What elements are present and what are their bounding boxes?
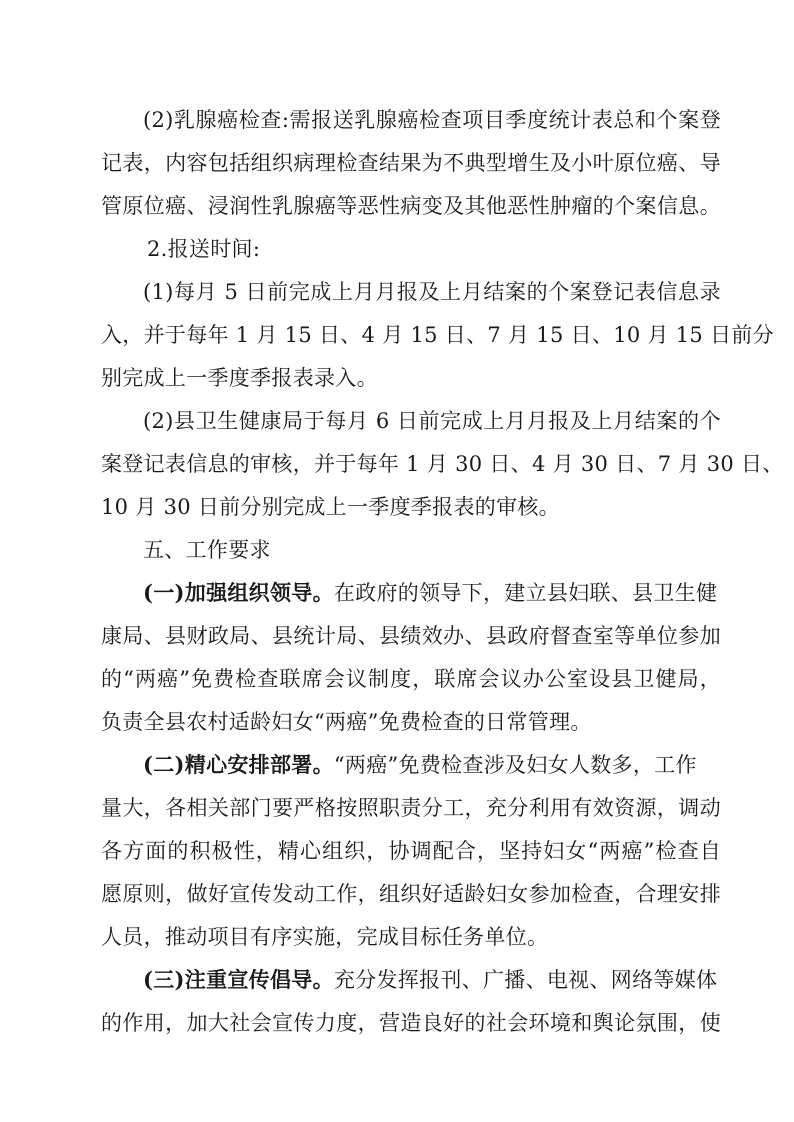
text-line: 的作用，加大社会宣传力度，营造良好的社会环境和舆论氛围，使 xyxy=(101,1011,721,1035)
text-span: 在政府的领导下，建立县妇联、县卫生健 xyxy=(333,581,718,605)
section-heading: 五、工作要求 xyxy=(143,538,271,562)
text-line: 10 月 30 日前分别完成上一季度季报表的审核。 xyxy=(101,495,560,519)
text-line: (2)乳腺癌检查:需报送乳腺癌检查项目季度统计表总和个案登 xyxy=(143,108,721,132)
text-line: 量大，各相关部门要严格按照职责分工，充分利用有效资源，调动 xyxy=(101,796,721,820)
text-line: (1)每月 5 日前完成上月月报及上月结案的个案登记表信息录 xyxy=(143,280,721,304)
text-line: 案登记表信息的审核，并于每年 1 月 30 日、4 月 30 日、7 月 30 日、 xyxy=(101,452,784,476)
text-span: “两癌”免费检查涉及妇女人数多，工作 xyxy=(333,753,697,777)
text-line: (2)县卫生健康局于每月 6 日前完成上月月报及上月结案的个 xyxy=(143,409,721,433)
paragraph-first-line xyxy=(143,573,721,613)
text-line: 管原位癌、浸润性乳腺癌等恶性病变及其他恶性肿瘤的个案信息。 xyxy=(101,194,721,218)
paragraph-first-line xyxy=(143,745,721,785)
text-line: 记表，内容包括组织病理检查结果为不典型增生及小叶原位癌、导 xyxy=(101,151,721,175)
subsection-title: (一)加强组织领导。 xyxy=(143,580,334,605)
section-subheading: 2.报送时间: xyxy=(147,237,261,261)
text-line: 康局、县财政局、县统计局、县绩效办、县政府督查室等单位参加 xyxy=(101,624,721,648)
text-line: 入，并于每年 1 月 15 日、4 月 15 日、7 月 15 日、10 月 15 日前分 xyxy=(101,323,774,347)
subsection-title: (三)注重宣传倡导。 xyxy=(143,967,334,992)
paragraph-first-line xyxy=(143,960,721,1000)
subsection-title: (二)精心安排部署。 xyxy=(143,752,334,777)
text-line: 人员，推动项目有序实施，完成目标任务单位。 xyxy=(101,925,549,949)
text-line: 的“两癌”免费检查联席会议制度，联席会议办公室设县卫健局， xyxy=(101,667,721,691)
text-span: 充分发挥报刊、广播、电视、网络等媒体 xyxy=(333,968,718,992)
text-line: 负责全县农村适龄妇女“两癌”免费检查的日常管理。 xyxy=(101,710,592,734)
text-line: 各方面的积极性，精心组织，协调配合，坚持妇女“两癌”检查自 xyxy=(101,839,721,863)
text-line: 别完成上一季度季报表录入。 xyxy=(101,366,378,390)
text-line: 愿原则，做好宣传发动工作，组织好适龄妇女参加检查，合理安排 xyxy=(101,882,721,906)
